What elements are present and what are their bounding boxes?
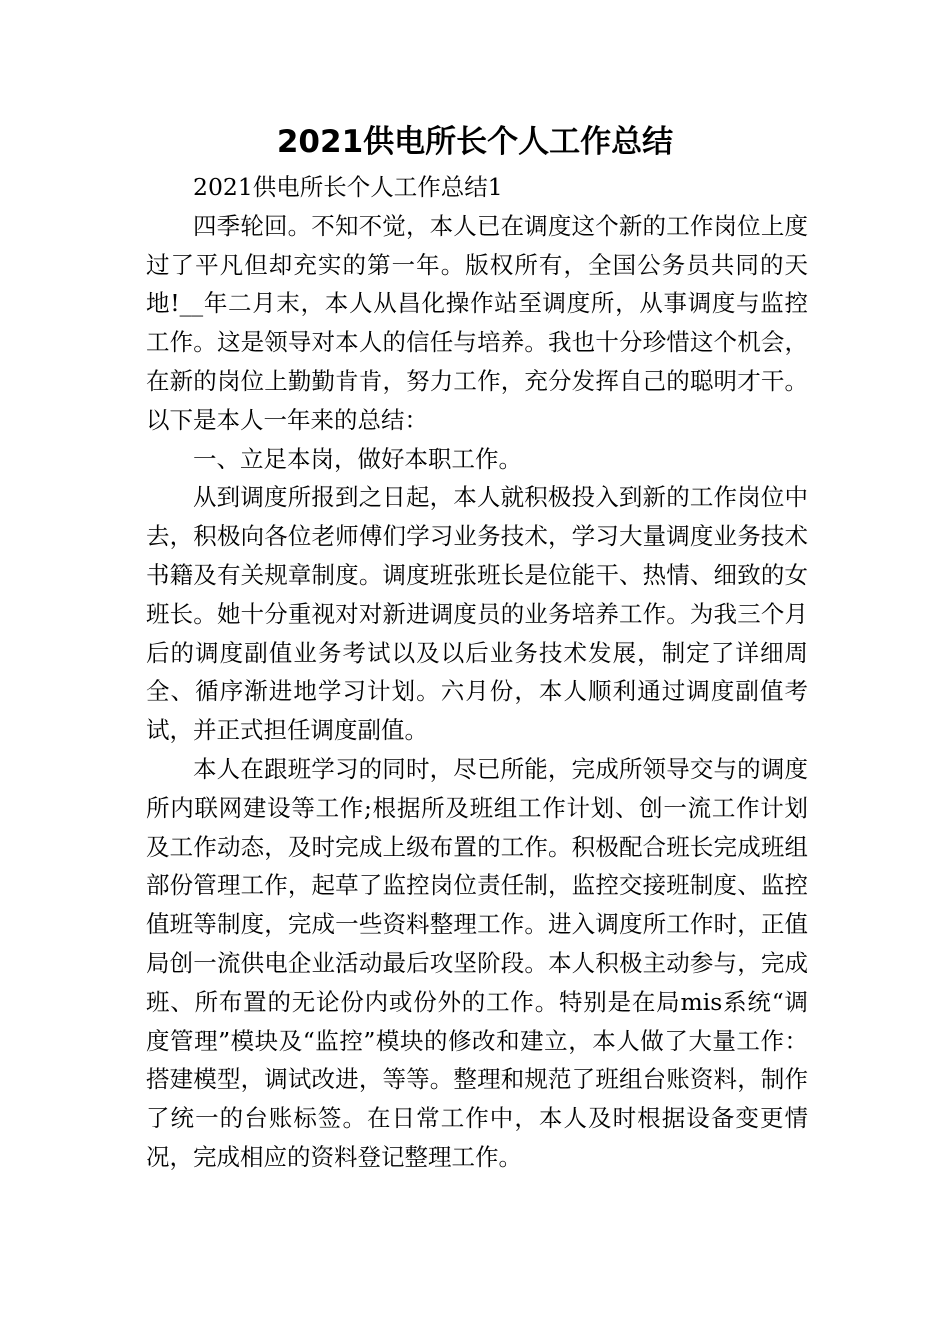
document-title: 2021供电所长个人工作总结 [276,124,674,160]
section-heading: 2021供电所长个人工作总结1 [193,173,503,201]
subsection-heading: 一、立足本岗，做好本职工作。 [193,444,522,473]
body-paragraph: 四季轮回。不知不觉，本人已在调度这个新的工作岗位上度过了平凡但却充实的第一年。版权所有，全国公务员共同的天地!__年二月末，本人从昌化操作站至调度所，从事调度与监控工作。这是领导对本人的信任与培养。我也十分珍惜这个机会，在新的岗位上勤勤肯肯，努力工作，充分发挥自己的聪明才干。以下是本人一年来的总结： [146,211,808,434]
body-paragraph: 从到调度所报到之日起，本人就积极投入到新的工作岗位中去，积极向各位老师傅们学习业务技术，学习大量调度业务技术书籍及有关规章制度。调度班张班长是位能干、热情、细致的女班长。她十分重视对对新进调度员的业务培养工作。为我三个月后的调度副值业务考试以及以后业务技术发展，制定了详细周全、循序渐进地学习计划。六月份，本人顺利通过调度副值考试，并正式担任调度副值。 [146,483,808,745]
body-paragraph: 本人在跟班学习的同时，尽已所能，完成所领导交与的调度所内联网建设等工作;根据所及班组工作计划、创一流工作计划及工作动态，及时完成上级布置的工作。积极配合班长完成班组部份管理工作，起草了监控岗位责任制，监控交接班制度、监控值班等制度，完成一些资料整理工作。进入调度所工作时，正值局创一流供电企业活动最后攻坚阶段。本人积极主动参与，完成班、所布置的无论份内或份外的工作。特别是在局mis系统“调度管理”模块及“监控”模块的修改和建立，本人做了大量工作：搭建模型，调试改进，等等。整理和规范了班组台账资料，制作了统一的台账标签。在日常工作中，本人及时根据设备变更情况，完成相应的资料登记整理工作。 [146,754,808,1171]
document-body [146,168,808,1177]
